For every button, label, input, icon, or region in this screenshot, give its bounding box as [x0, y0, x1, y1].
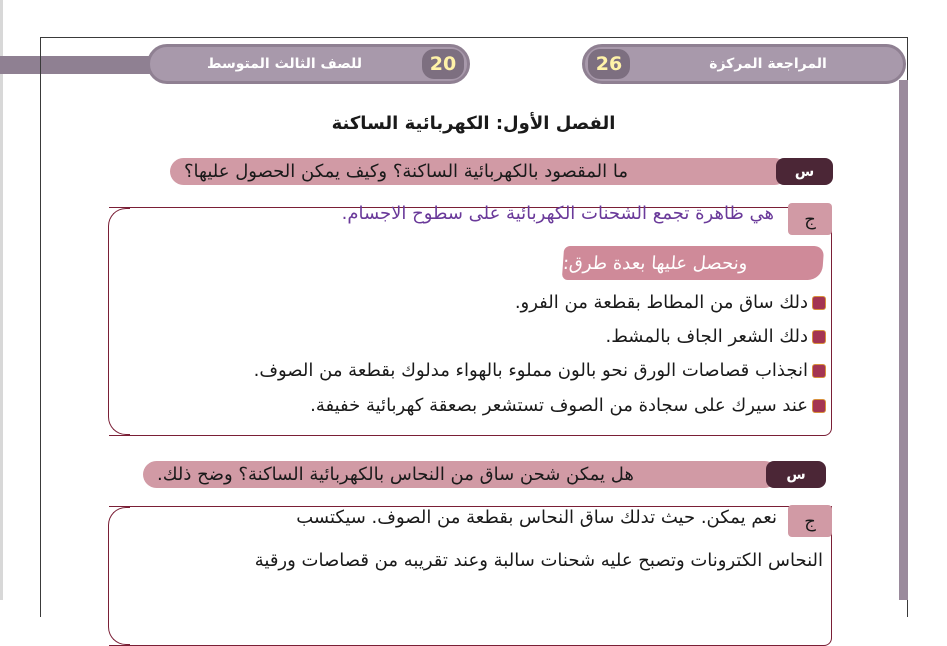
bullet-icon — [812, 330, 826, 344]
list-item — [515, 292, 826, 313]
question-1-label: س — [776, 158, 833, 185]
chapter-title: الفصل الأول: الكهربائية الساكنة — [331, 113, 616, 134]
page-left-edge — [0, 0, 3, 600]
bullet-icon — [812, 399, 826, 413]
list-item — [310, 395, 826, 416]
answer-1-tag: ج — [788, 203, 832, 235]
question-2-label: س — [766, 461, 826, 488]
answer-1-bracket — [108, 208, 130, 435]
list-item — [254, 360, 826, 381]
book-page-number: 26 — [588, 49, 630, 79]
bullet-icon — [812, 296, 826, 310]
page-number: 20 — [422, 49, 464, 79]
question-1-text: ما المقصود بالكهربائية الساكنة؟ وكيف يمكن الحصول عليها؟ — [170, 158, 788, 185]
list-item-text: انجذاب قصاصات الورق نحو بالون مملوء بالهواء مدلوك بقطعة من الصوف. — [253, 360, 808, 381]
review-label: المراجعة المركزة — [709, 56, 827, 72]
grade-pill — [147, 44, 470, 84]
list-item-text: دلك ساق من المطاط بقطعة من الفرو. — [514, 292, 808, 313]
list-item-text: عند سيرك على سجادة من الصوف تستشعر بصعقة كهربائية خفيفة. — [310, 395, 808, 416]
review-pill — [582, 44, 906, 84]
answer-1-definition: هي ظاهرة تجمع الشحنات الكهربائية على سطوح الاجسام. — [341, 203, 774, 224]
list-item — [606, 326, 827, 347]
answer-2-tag: ج — [788, 505, 832, 537]
ways-heading: ونحصل عليها بعدة طرق: — [562, 246, 824, 280]
right-decor-rail — [899, 80, 908, 600]
list-item-text: دلك الشعر الجاف بالمشط. — [605, 326, 808, 347]
answer-2-line-2: النحاس الكترونات وتصبح عليه شحنات سالبة وعند تقريبه من قصاصات ورقية — [254, 550, 823, 571]
question-2-text: هل يمكن شحن ساق من النحاس بالكهربائية الساكنة؟ وضح ذلك. — [143, 461, 778, 488]
bullet-icon — [812, 364, 826, 378]
answer-2-bracket — [108, 507, 130, 645]
grade-label: للصف الثالث المتوسط — [207, 56, 362, 72]
answer-2-line-1: نعم يمكن. حيث تدلك ساق النحاس بقطعة من الصوف. سيكتسب — [296, 507, 777, 528]
